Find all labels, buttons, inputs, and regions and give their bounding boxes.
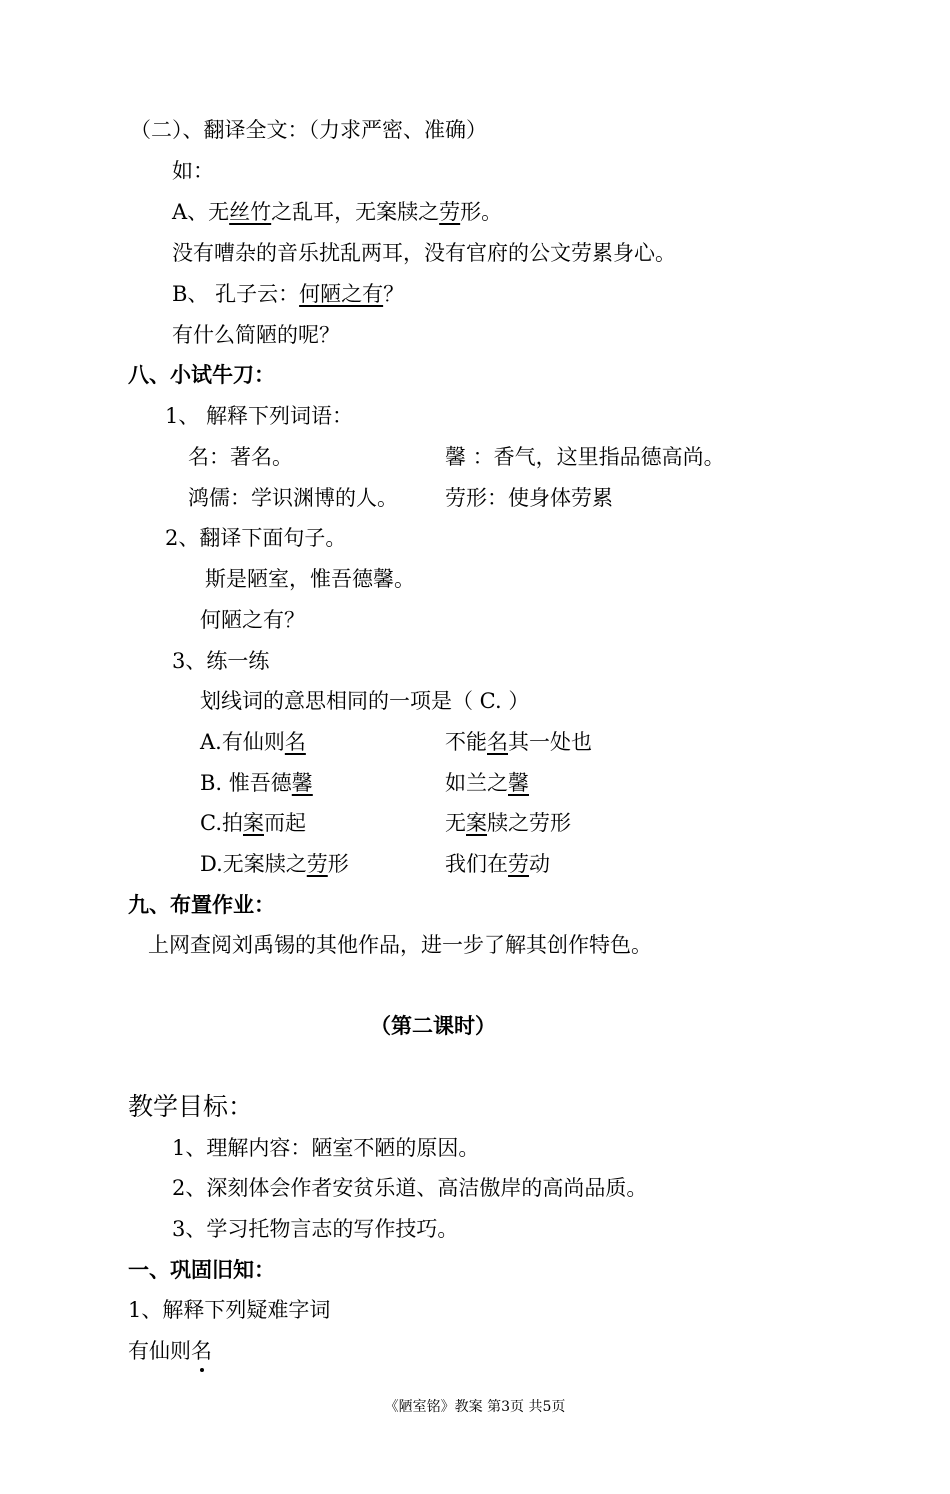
example-a-sentence: A、无丝竹之乱耳，无案牍之劳形。: [172, 200, 503, 224]
definition-hongru: 鸿儒：学识渊博的人。: [188, 486, 398, 510]
lesson-2-title: （第二课时）: [370, 1014, 496, 1038]
homework-text: 上网查阅刘禹锡的其他作品，进一步了解其创作特色。: [148, 933, 652, 957]
page-footer: 《陋室铭》教案 第3页 共5页: [384, 1399, 566, 1415]
option-a-left: A.有仙则名: [200, 730, 306, 754]
option-c-right: 无案牍之劳形: [445, 811, 571, 835]
definition-laoxing: 劳形：使身体劳累: [445, 486, 613, 510]
section-9-heading: 九、布置作业：: [128, 893, 275, 917]
goal-3: 3、学习托物言志的写作技巧。: [172, 1217, 459, 1241]
translate-sentence-1: 斯是陋室，惟吾德馨。: [205, 567, 415, 591]
review-word: 有仙则名: [128, 1339, 212, 1363]
example-b-translation: 有什么简陋的呢？: [172, 323, 340, 347]
exercise-2-title: 2、翻译下面句子。: [165, 526, 347, 550]
option-c-left: C.拍案而起: [200, 811, 306, 835]
section-8-heading: 八、小试牛刀：: [128, 363, 275, 387]
emphasis-dot-char: 名: [191, 1339, 212, 1363]
section-title-translate: （二）、翻译全文：（力求严密、准确）: [130, 118, 487, 142]
goal-2: 2、深刻体会作者安贫乐道、高洁傲岸的高尚品质。: [172, 1176, 648, 1200]
exercise-3-title: 3、练一练: [172, 649, 270, 673]
teaching-goals-heading: 教学目标：: [128, 1092, 254, 1121]
definition-ming: 名：著名。: [188, 445, 293, 469]
option-a-right: 不能名其一处也: [445, 730, 592, 754]
exercise-3-question: 划线词的意思相同的一项是（ C. ）: [200, 689, 530, 713]
option-d-right: 我们在劳动: [445, 852, 550, 876]
exercise-1-title: 1、 解释下列词语：: [165, 404, 354, 428]
section-1-heading: 一、巩固旧知：: [128, 1258, 275, 1282]
option-b-left: B. 惟吾德馨: [200, 771, 313, 795]
example-label: 如：: [172, 159, 214, 183]
example-a-translation: 没有嘈杂的音乐扰乱两耳，没有官府的公文劳累身心。: [172, 241, 676, 265]
definition-xin: 馨 ：香气，这里指品德高尚。: [445, 445, 725, 469]
example-b-sentence: B、 孔子云：何陋之有？: [172, 282, 405, 306]
option-d-left: D.无案牍之劳形: [200, 852, 349, 876]
translate-sentence-2: 何陋之有？: [200, 608, 305, 632]
option-b-right: 如兰之馨: [445, 771, 529, 795]
goal-1: 1、理解内容：陋室不陋的原因。: [172, 1136, 480, 1160]
review-item-1: 1、解释下列疑难字词: [128, 1298, 331, 1322]
